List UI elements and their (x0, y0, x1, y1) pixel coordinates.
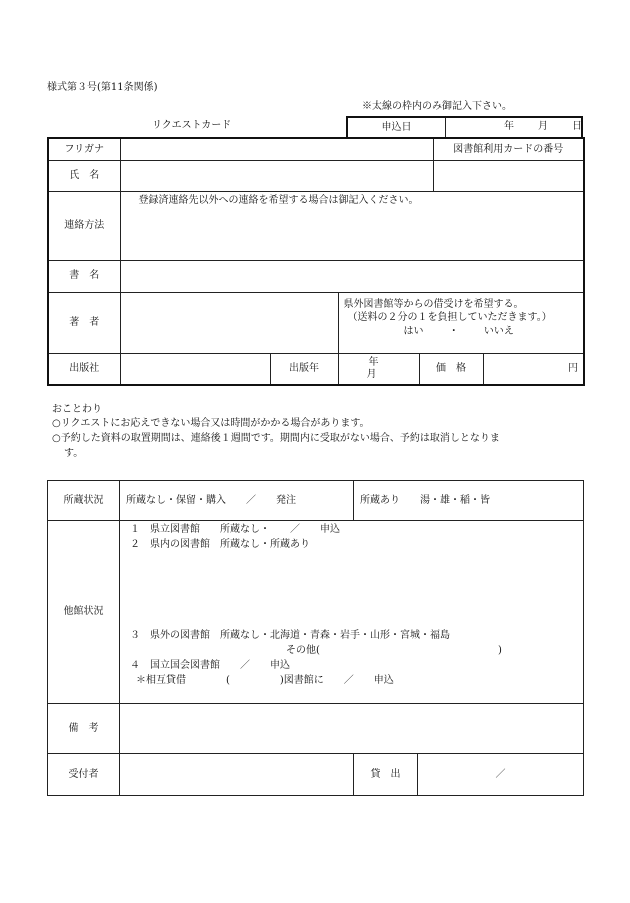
publisher-label: 出版社 (48, 353, 120, 385)
notice-line1: ○リクエストにお応えできない場合又は時間がかかる場合があります。 (52, 418, 370, 429)
holding-label: 所蔵状況 (48, 481, 120, 521)
request-card-title: リクエストカード (152, 120, 232, 131)
date-month-label: 月 (538, 121, 548, 132)
holding-exists[interactable]: 所蔵あり 湯・雄・稲・皆 (354, 481, 584, 521)
apply-date-label: 申込日 (347, 117, 446, 138)
other-libs-item3-other: その他( (286, 645, 320, 656)
external-loan-no[interactable]: いいえ (483, 325, 514, 337)
lending-field[interactable] (418, 754, 584, 796)
pub-year-year: 年 (368, 357, 379, 369)
publisher-field[interactable] (120, 353, 270, 385)
notice-heading: おことわり (52, 404, 102, 415)
external-loan-dot: ・ (448, 325, 459, 337)
notice-line2: ○予約した資料の取置期間は、連絡後１週間です。期間内に受取がない場合、予約は取消しとなりま (52, 433, 500, 444)
price-field[interactable] (483, 353, 584, 385)
contact-label: 連絡方法 (48, 191, 120, 260)
furigana-label: フリガナ (48, 138, 120, 160)
library-card-field[interactable] (433, 160, 584, 191)
date-year-label: 年 (504, 121, 514, 132)
pub-year-label: 出版年 (270, 353, 338, 385)
name-field[interactable] (120, 160, 433, 191)
request-form-table (47, 137, 585, 386)
date-day-label: 日 (572, 121, 582, 132)
holding-options[interactable]: 所蔵なし・保留・購入 ／ 発注 (120, 481, 354, 521)
price-label: 価 格 (419, 353, 483, 385)
library-card-label: 図書館利用カードの番号 (433, 138, 584, 160)
form-number: 様式第３号(第11条関係) (47, 82, 158, 93)
author-field[interactable] (120, 292, 338, 353)
other-libs-item3: ３ 県外の図書館 所蔵なし・北海道・青森・岩手・山形・宮城・福島 (130, 630, 450, 641)
staff-table (47, 480, 584, 796)
instruction-text: ※太線の枠内のみ御記入下さい。 (362, 101, 512, 112)
other-libs-item3-close: ) (498, 645, 502, 656)
other-libs-label: 他館状況 (48, 521, 120, 704)
other-libs-item5: ＊相互貸借 ( )図書館に ／ 申込 (136, 675, 394, 686)
receiver-label: 受付者 (48, 754, 120, 796)
price-unit: 円 (568, 363, 578, 374)
other-libs-item1: １ 県立図書館 所蔵なし・ ／ 申込 (130, 524, 340, 535)
book-title-label: 書 名 (48, 260, 120, 292)
lending-slash: ／ (495, 768, 506, 780)
book-title-field[interactable] (120, 260, 584, 292)
pub-year-month: 月 (366, 368, 377, 380)
apply-date-box (346, 116, 583, 139)
external-loan-yes[interactable]: はい (403, 325, 424, 337)
remarks-label: 備 考 (48, 704, 120, 754)
notice-line3: す。 (64, 448, 84, 459)
other-libs-item4: ４ 国立国会図書館 ／ 申込 (130, 660, 290, 671)
furigana-field[interactable] (120, 138, 433, 160)
other-libs-field[interactable] (120, 521, 584, 704)
receiver-field[interactable] (120, 754, 354, 796)
author-label: 著 者 (48, 292, 120, 353)
remarks-field[interactable] (120, 704, 584, 754)
apply-date-field[interactable] (446, 117, 583, 138)
other-libs-item2: ２ 県内の図書館 所蔵なし・所蔵あり (130, 539, 310, 550)
lending-label: 貸 出 (354, 754, 418, 796)
name-label: 氏 名 (48, 160, 120, 191)
contact-note: 登録済連絡先以外への連絡を希望する場合は御記入ください。 (138, 194, 419, 206)
pub-year-field[interactable] (338, 353, 419, 385)
external-loan-line1: 県外図書館等からの借受けを希望する。 (343, 298, 524, 310)
external-loan-box (338, 292, 584, 353)
contact-field[interactable] (120, 191, 584, 260)
external-loan-line2: （送料の２分の１を負担していただきます。） (347, 312, 552, 323)
